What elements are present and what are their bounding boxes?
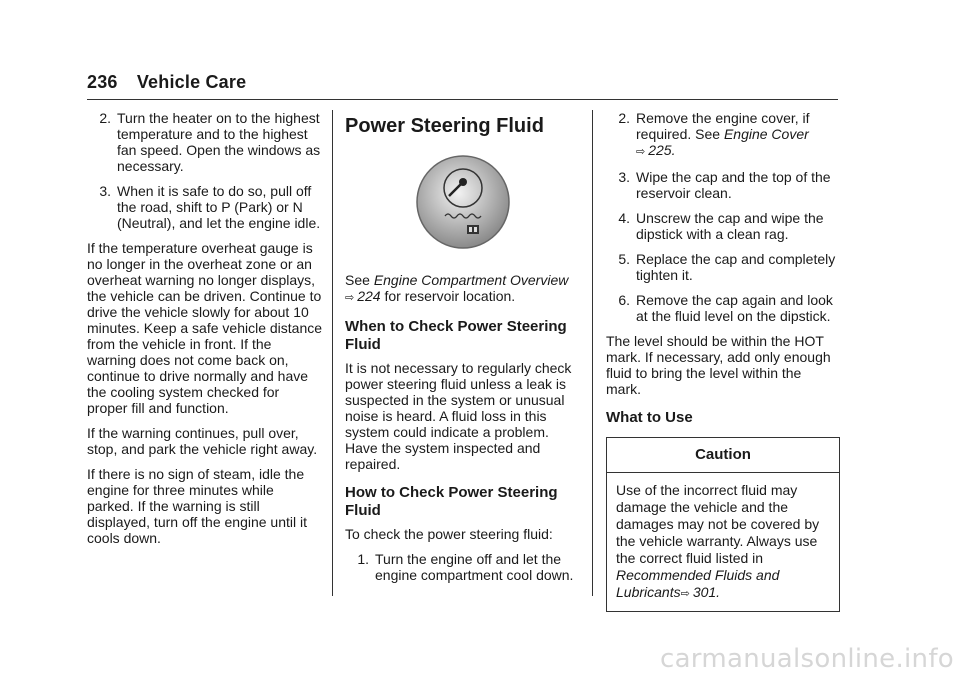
column-1 xyxy=(87,110,323,555)
step-text: When it is safe to do so, pull off the road, shift to P (Park) or N (Neutral), and let the engine idle. xyxy=(117,183,321,231)
subsection-heading: How to Check Power Steering Fluid xyxy=(345,484,558,519)
list-item xyxy=(87,110,323,174)
subsection-heading: When to Check Power Steering Fluid xyxy=(345,318,567,353)
list-item xyxy=(606,169,840,201)
step-text: Unscrew the cap and wipe the dipstick with a clean rag. xyxy=(636,210,824,242)
step-number: 2. xyxy=(99,110,111,126)
header-rule xyxy=(87,99,838,100)
paragraph: The level should be within the HOT mark. If necessary, add only enough fluid to bring the level within the mark. xyxy=(606,333,831,397)
subsection-heading: What to Use xyxy=(606,409,693,426)
step-text: Wipe the cap and the top of the reservoir clean. xyxy=(636,169,831,201)
step-number: 5. xyxy=(618,251,630,267)
step-number: 2. xyxy=(618,110,630,126)
paragraph: If the temperature overheat gauge is no longer in the overheat zone or an overheat warning no longer displays, the vehicle can be driven. Continue to drive the vehicle slowly for about 10 minutes. Keep a safe vehicle distance from the vehicle in front. If the warning does not come back on, continue to drive normally and have the cooling system checked for proper fill and function. xyxy=(87,240,323,416)
fluid-reservoir-cap-image xyxy=(345,152,581,252)
step-text xyxy=(636,110,840,160)
step-text: Remove the cap again and look at the fluid level on the dipstick. xyxy=(636,292,833,324)
page-ref[interactable]: 225. xyxy=(648,142,676,158)
page-reference-icon: ⇨ xyxy=(345,292,355,304)
paragraph: If there is no sign of steam, idle the engine for three minutes while parked. If the warning is still displayed, turn off the engine until it cools down. xyxy=(87,466,308,546)
list-item xyxy=(606,110,840,160)
caution-box xyxy=(606,437,840,612)
step-number: 1. xyxy=(357,551,369,567)
reference-link[interactable]: Engine Cover xyxy=(723,126,809,142)
step-number: 4. xyxy=(618,210,630,226)
page-header xyxy=(87,72,246,93)
section-title: Vehicle Care xyxy=(136,72,247,92)
page-number: 236 xyxy=(87,72,118,92)
step-text: Turn the engine off and let the engine compartment cool down. xyxy=(375,551,574,583)
column-divider xyxy=(592,110,593,596)
column-3 xyxy=(606,110,840,612)
page-reference-icon: ⇨ xyxy=(680,588,690,600)
text: Use of the incorrect fluid may damage the vehicle and the damages may not be covered by the vehicle warranty. Always use the correct fluid listed in xyxy=(616,482,820,566)
page-ref[interactable]: 301. xyxy=(692,584,721,600)
paragraph: It is not necessary to regularly check power steering fluid unless a leak is suspected in the system or unusual noise is heard. A fluid loss in this system could indicate a problem. Have the system inspected and repaired. xyxy=(345,360,572,472)
page-ref[interactable]: 224 xyxy=(357,288,381,304)
page-reference-icon: ⇨ xyxy=(636,146,646,158)
section-heading: Power Steering Fluid xyxy=(345,115,544,137)
list-item xyxy=(87,183,323,231)
text: See xyxy=(345,272,374,288)
column-divider xyxy=(332,110,333,596)
caution-body xyxy=(607,473,839,611)
list-item xyxy=(345,551,581,583)
text: for reservoir location. xyxy=(380,288,516,304)
paragraph: To check the power steering fluid: xyxy=(345,526,553,542)
reservoir-cap-icon xyxy=(413,152,513,252)
step-number: 6. xyxy=(618,292,630,308)
column-2 xyxy=(345,110,581,592)
list-item xyxy=(606,292,840,324)
text: Remove the engine cover, if required. See xyxy=(636,110,810,142)
step-text: Turn the heater on to the highest temperature and to the highest fan speed. Open the windows as necessary. xyxy=(117,110,321,174)
reference-link[interactable]: Engine Compartment Overview xyxy=(373,272,569,288)
list-item xyxy=(606,210,840,242)
step-text: Replace the cap and completely tighten it. xyxy=(636,251,836,283)
step-number: 3. xyxy=(618,169,630,185)
list-item xyxy=(606,251,840,283)
watermark: carmanualsonline.info xyxy=(659,644,954,674)
reference-link[interactable]: Recommended Fluids and Lubricants xyxy=(616,567,780,600)
see-reference xyxy=(345,272,581,306)
caution-title: Caution xyxy=(607,438,839,473)
step-number: 3. xyxy=(99,183,111,199)
paragraph: If the warning continues, pull over, stop, and park the vehicle right away. xyxy=(87,425,318,457)
